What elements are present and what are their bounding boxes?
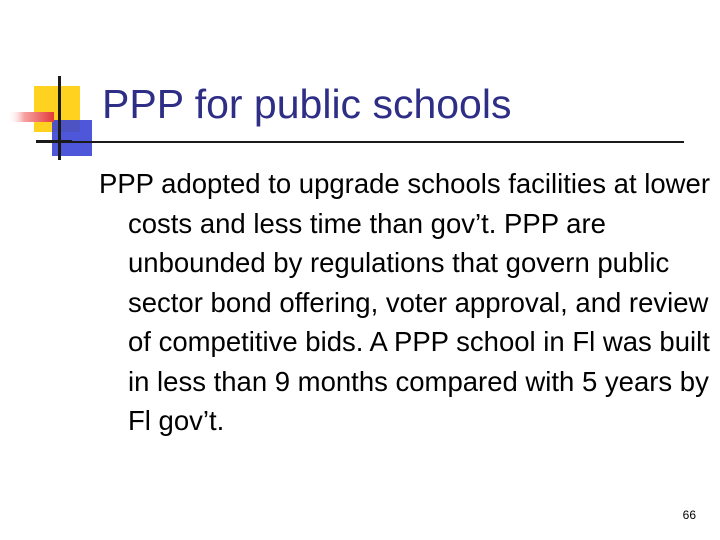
slide-title: PPP for public schools [102, 81, 512, 127]
slide-body-text: PPP adopted to upgrade schools facilities at lower costs and less time than gov’t. PPP are unbounded by regulations that govern public sector bond offering, voter approval, and review of competitive bids. A PPP school in Fl was built in less than 9 months compared with 5 years by Fl gov’t. [99, 168, 710, 436]
crossed-squares-logo-icon [0, 0, 110, 170]
page-number: 66 [682, 508, 696, 522]
title-divider [36, 141, 684, 143]
